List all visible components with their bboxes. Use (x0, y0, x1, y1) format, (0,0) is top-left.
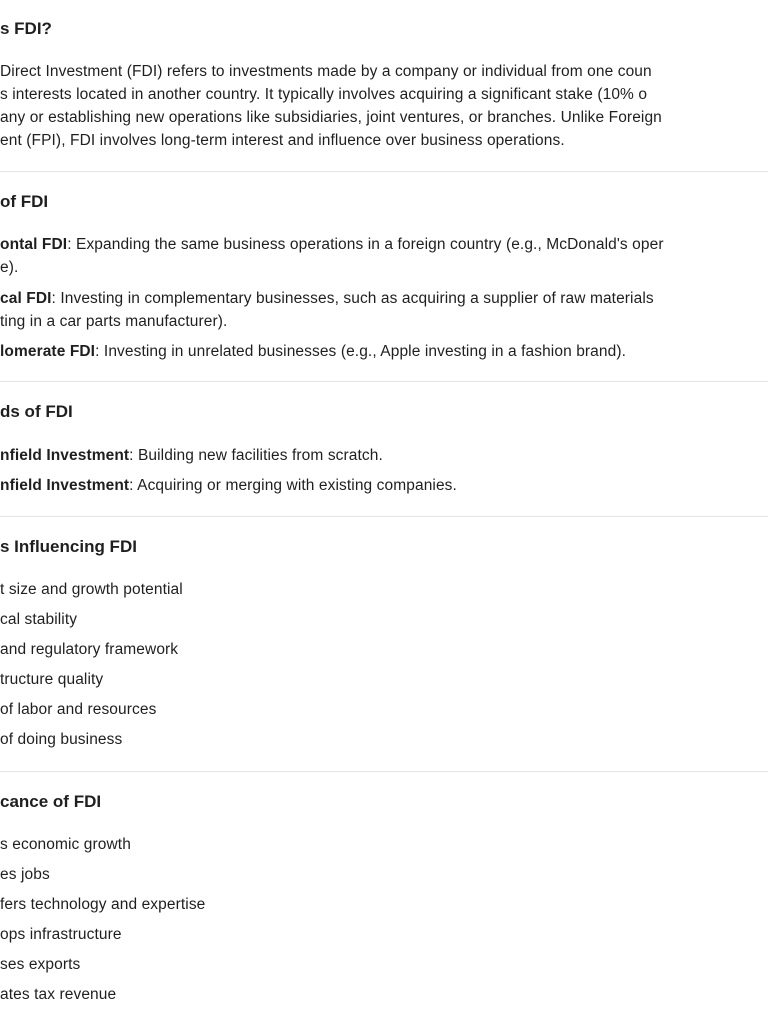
item-term: lomerate FDI (0, 343, 96, 360)
paragraph-line: ent (FPI), FDI involves long-term interest and influence over business operations. (0, 132, 565, 149)
section-paragraph (0, 60, 662, 152)
list-item (0, 287, 654, 333)
list-item: of doing business (0, 731, 123, 748)
section-significance-of-fdi (0, 772, 768, 1024)
list-item: cal stability (0, 611, 78, 628)
list-item: of labor and resources (0, 701, 157, 718)
item-text: : Investing in unrelated businesses (e.g., Apple investing in a fashion brand). (95, 343, 627, 360)
item-continuation: e). (0, 259, 19, 276)
section-types-of-fdi (0, 172, 768, 382)
section-factors-influencing-fdi (0, 517, 768, 772)
paragraph-line: Direct Investment (FDI) refers to investments made by a company or individual from one coun (0, 63, 652, 80)
list-item: ops infrastructure (0, 926, 122, 943)
item-term: ontal FDI (0, 236, 68, 253)
list-item: ates tax revenue (0, 986, 117, 1003)
list-item: and regulatory framework (0, 641, 179, 658)
section-methods-of-fdi (0, 382, 768, 517)
list-item (0, 474, 457, 497)
item-text: : Acquiring or merging with existing companies. (129, 477, 457, 494)
item-text: : Building new facilities from scratch. (129, 447, 383, 464)
list-item: fers technology and expertise (0, 896, 206, 913)
section-heading: of FDI (0, 192, 49, 211)
section-heading: s Influencing FDI (0, 537, 137, 556)
list-item: t size and growth potential (0, 581, 183, 598)
section-heading: s FDI? (0, 19, 52, 38)
paragraph-line: s interests located in another country. It typically involves acquiring a significant stake (10% o (0, 86, 648, 103)
section-heading: cance of FDI (0, 792, 102, 811)
list-item (0, 340, 626, 363)
item-term: nfield Investment (0, 477, 130, 494)
simple-list (0, 833, 205, 1006)
section-what-is-fdi (0, 0, 768, 172)
simple-list (0, 578, 183, 751)
list-item: s economic growth (0, 836, 131, 853)
list-item: es jobs (0, 866, 50, 883)
list-item (0, 233, 664, 279)
item-term: cal FDI (0, 290, 52, 307)
section-heading: ds of FDI (0, 402, 73, 421)
list-item: tructure quality (0, 671, 104, 688)
list-item: ses exports (0, 956, 81, 973)
item-term: nfield Investment (0, 447, 130, 464)
item-text: : Expanding the same business operations in a foreign country (e.g., McDonald's oper (67, 236, 664, 253)
paragraph-line: any or establishing new operations like subsidiaries, joint ventures, or branches. Unlike Foreign (0, 109, 662, 126)
item-text: : Investing in complementary businesses, such as acquiring a supplier of raw materials (51, 290, 654, 307)
list-item (0, 444, 383, 467)
item-continuation: ting in a car parts manufacturer). (0, 313, 228, 330)
